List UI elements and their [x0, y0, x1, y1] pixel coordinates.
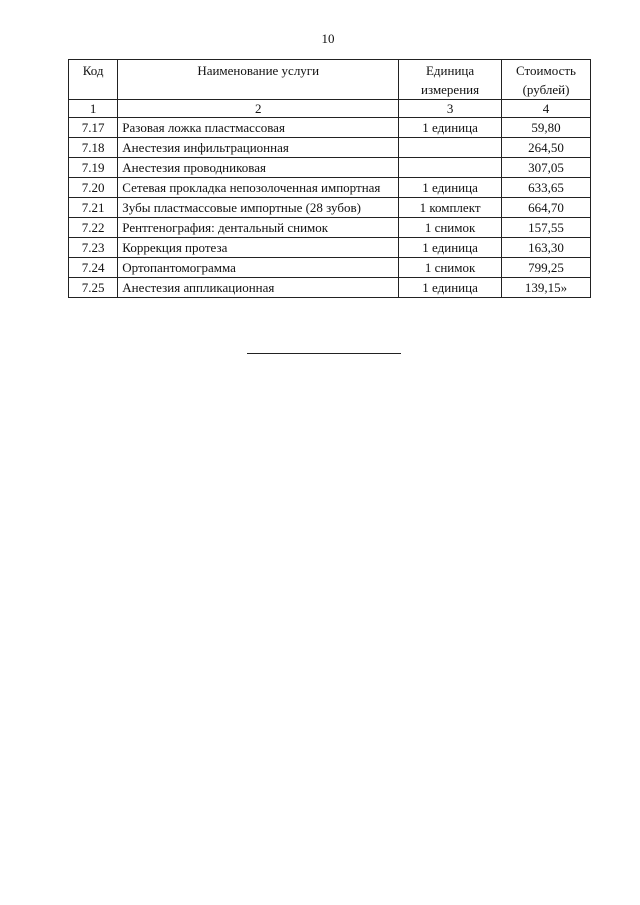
table-row	[69, 238, 591, 258]
column-number: 3	[399, 100, 502, 118]
service-unit: 1 единица	[399, 178, 502, 198]
service-code: 7.23	[69, 238, 118, 258]
service-unit: 1 снимок	[399, 258, 502, 278]
service-code: 7.20	[69, 178, 118, 198]
table-row	[69, 178, 591, 198]
service-code: 7.24	[69, 258, 118, 278]
service-price: 139,15»	[502, 278, 591, 298]
column-number: 1	[69, 100, 118, 118]
service-name: Разовая ложка пластмассовая	[118, 118, 399, 138]
service-price: 157,55	[502, 218, 591, 238]
service-name: Зубы пластмассовые импортные (28 зубов)	[118, 198, 399, 218]
service-name: Сетевая прокладка непозолоченная импортная	[118, 178, 399, 198]
header-price: Стоимость (рублей)	[502, 60, 591, 100]
service-code: 7.18	[69, 138, 118, 158]
page-number: 10	[321, 31, 335, 46]
service-name: Анестезия аппликационная	[118, 278, 399, 298]
service-unit: 1 единица	[399, 118, 502, 138]
service-name: Коррекция протеза	[118, 238, 399, 258]
service-price: 264,50	[502, 138, 591, 158]
header-row	[69, 60, 591, 100]
table-row	[69, 158, 591, 178]
column-number: 2	[118, 100, 399, 118]
header-unit: Единица измерения	[399, 60, 502, 100]
service-unit: 1 единица	[399, 278, 502, 298]
service-unit	[399, 158, 502, 178]
service-unit	[399, 138, 502, 158]
service-name: Рентгенография: дентальный снимок	[118, 218, 399, 238]
service-unit: 1 снимок	[399, 218, 502, 238]
service-unit: 1 комплект	[399, 198, 502, 218]
table-row	[69, 258, 591, 278]
end-divider-line	[247, 353, 401, 354]
table-row	[69, 118, 591, 138]
service-code: 7.19	[69, 158, 118, 178]
service-code: 7.25	[69, 278, 118, 298]
service-price: 633,65	[502, 178, 591, 198]
table-row	[69, 138, 591, 158]
header-code: Код	[69, 60, 118, 100]
service-code: 7.21	[69, 198, 118, 218]
service-price: 799,25	[502, 258, 591, 278]
table-row	[69, 218, 591, 238]
price-table	[68, 59, 591, 298]
service-name: Анестезия инфильтрационная	[118, 138, 399, 158]
column-number: 4	[502, 100, 591, 118]
table-row	[69, 278, 591, 298]
service-code: 7.22	[69, 218, 118, 238]
service-name: Анестезия проводниковая	[118, 158, 399, 178]
service-name: Ортопантомограмма	[118, 258, 399, 278]
header-name: Наименование услуги	[118, 60, 399, 100]
column-number-row	[69, 100, 591, 118]
service-price: 307,05	[502, 158, 591, 178]
service-price: 163,30	[502, 238, 591, 258]
service-price: 664,70	[502, 198, 591, 218]
service-unit: 1 единица	[399, 238, 502, 258]
service-price: 59,80	[502, 118, 591, 138]
table-row	[69, 198, 591, 218]
service-code: 7.17	[69, 118, 118, 138]
